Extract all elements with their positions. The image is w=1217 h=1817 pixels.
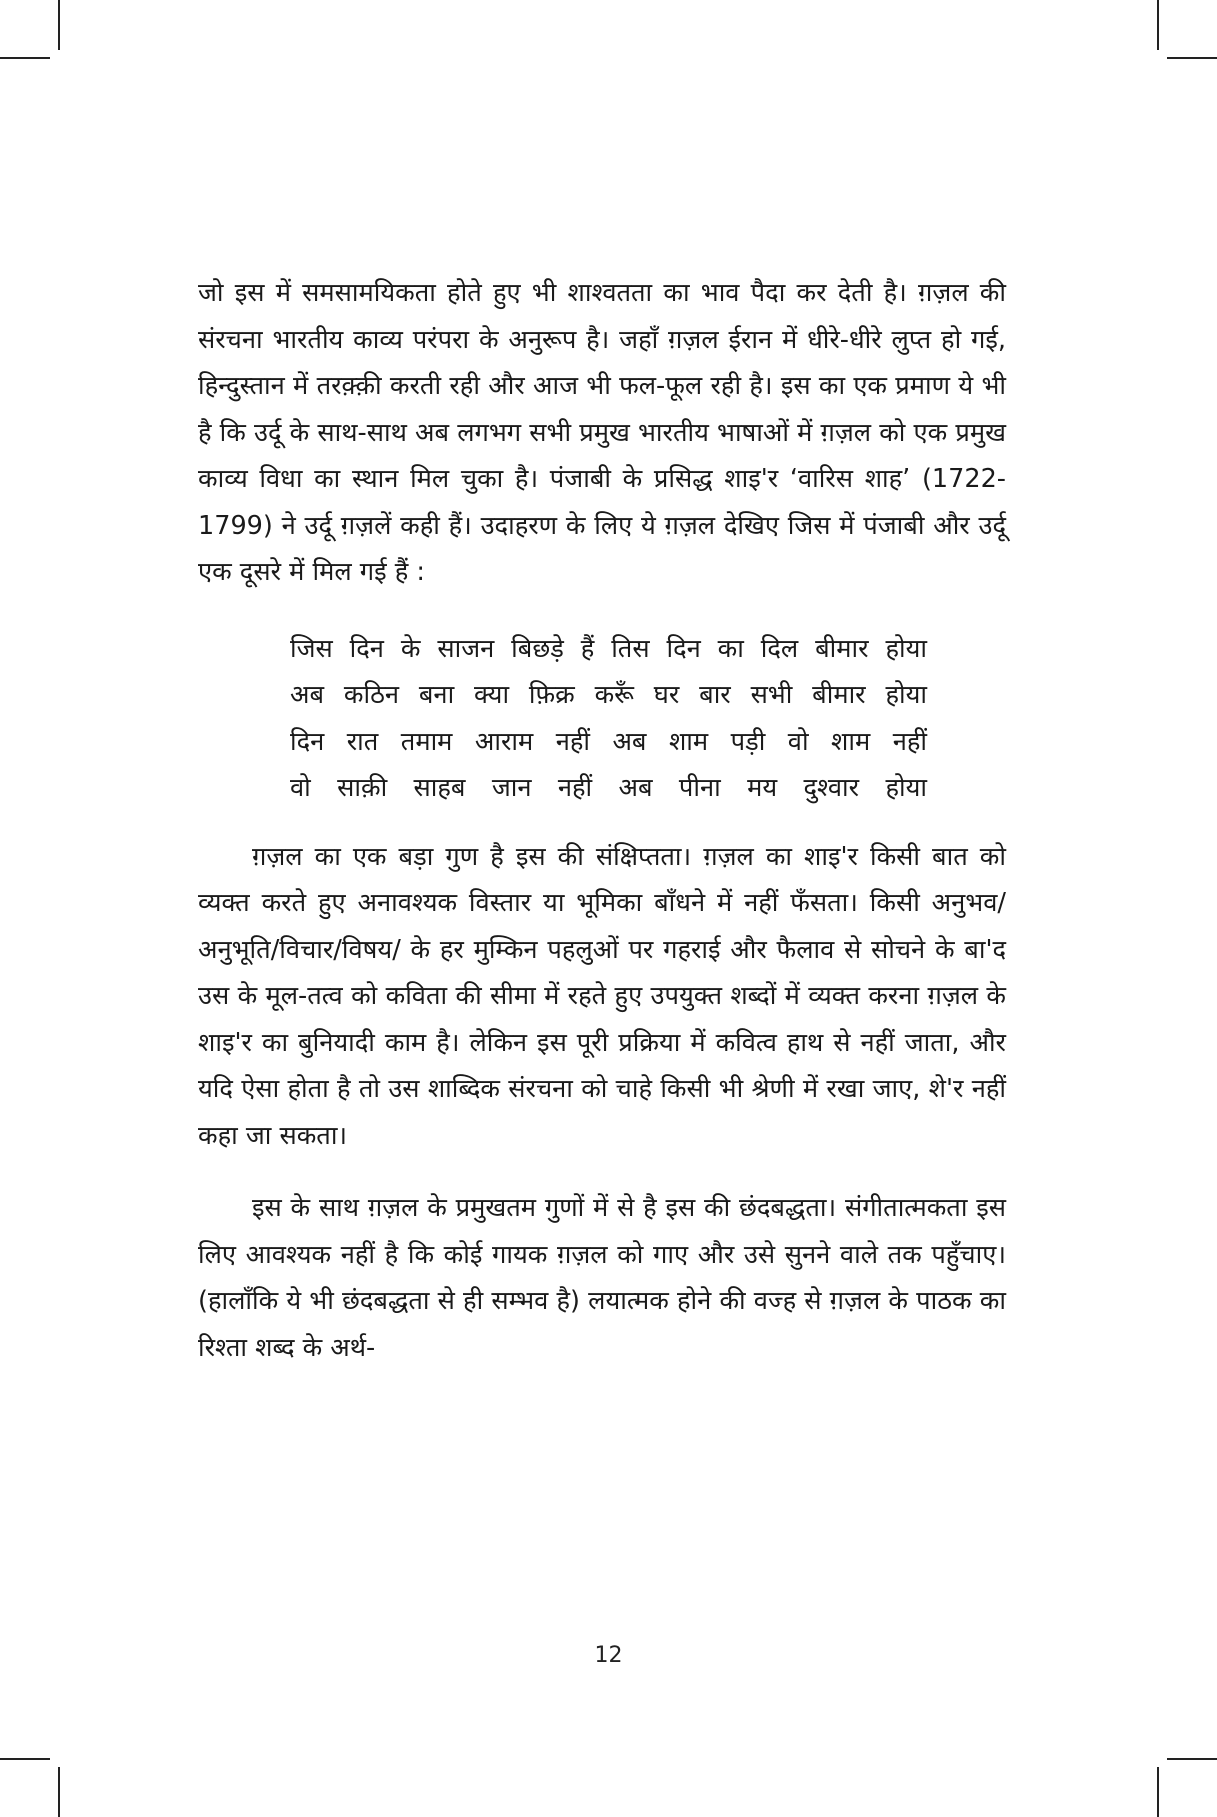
paragraph-gap [198,1159,1006,1185]
crop-mark-top-right-horizontal [1167,57,1217,59]
paragraph-1: जो इस में समसामयिकता होते हुए भी शाश्वतता का भाव पैदा कर देती है। ग़ज़ल की संरचना भारतीय काव्य परंपरा के अनुरूप है। जहाँ ग़ज़ल ईरान में धीरे-धीरे लुप्त हो गई, हिन्दुस्तान में तरक़्क़ी करती रही और आज भी फल-फूल रही है। इस का एक प्रमाण ये भी है कि उर्दू के साथ-साथ अब लगभग सभी प्रमुख भारतीय भाषाओं में ग़ज़ल को एक प्रमुख काव्य विधा का स्थान मिल चुका है। पंजाबी के प्रसिद्ध शाइ'र ‘वारिस शाह’ (1722-1799) ने उर्दू ग़ज़लें कही हैं। उदाहरण के लिए ये ग़ज़ल देखिए जिस में पंजाबी और उर्दू एक दूसरे में मिल गई हैं : [198,278,1006,587]
crop-mark-bottom-right-horizontal [1167,1758,1217,1760]
verse-line: दिन रात तमाम आराम नहीं अब शाम पड़ी वो शाम नहीं [290,726,927,757]
verse-block [290,626,927,812]
crop-mark-bottom-left-vertical [58,1767,60,1817]
paragraph-2: ग़ज़ल का एक बड़ा गुण है इस की संक्षिप्तता। ग़ज़ल का शाइ'र किसी बात को व्यक्त करते हुए अनावश्यक विस्तार या भूमिका बाँधने में नहीं फँसता। किसी अनुभव/अनुभूति/विचार/विषय/ के हर मुम्किन पहलुओं पर गहराई और फैलाव से सोचने के बा'द उस के मूल-तत्व को कविता की सीमा में रहते हुए उपयुक्त शब्दों में व्यक्त करना ग़ज़ल के शाइ'र का बुनियादी काम है। लेकिन इस पूरी प्रक्रिया में कवित्व हाथ से नहीं जाता, और यदि ऐसा होता है तो उस शाब्दिक संरचना को चाहे किसी भी श्रेणी में रखा जाए, शे'र नहीं कहा जा सकता। [198,841,1006,1151]
verse-line: अब कठिन बना क्या फ़िक्र करूँ घर बार सभी बीमार होया [290,680,927,710]
verse-line: वो साक़ी साहब जान नहीं अब पीना मय दुश्वार होया [290,773,927,803]
verse-line: जिस दिन के साजन बिछड़े हैं तिस दिन का दिल बीमार होया [290,633,927,664]
crop-mark-bottom-left-horizontal [0,1758,50,1760]
page-number: 12 [594,1643,623,1668]
crop-mark-bottom-right-vertical [1157,1767,1159,1817]
page-body [198,270,1006,1371]
crop-mark-top-left-vertical [58,0,60,50]
paragraph-3: इस के साथ ग़ज़ल के प्रमुखतम गुणों में से है इस की छंदबद्धता। संगीतात्मकता इस लिए आवश्यक नहीं है कि कोई गायक ग़ज़ल को गाए और उसे सुनने वाले तक पहुँचाए। (हालाँकि ये भी छंदबद्धता से ही सम्भव है) लयात्मक होने की वज्ह से ग़ज़ल के पाठक का रिश्ता शब्द के अर्थ- [198,1193,1006,1363]
crop-mark-top-right-vertical [1157,0,1159,50]
crop-mark-top-left-horizontal [0,57,50,59]
